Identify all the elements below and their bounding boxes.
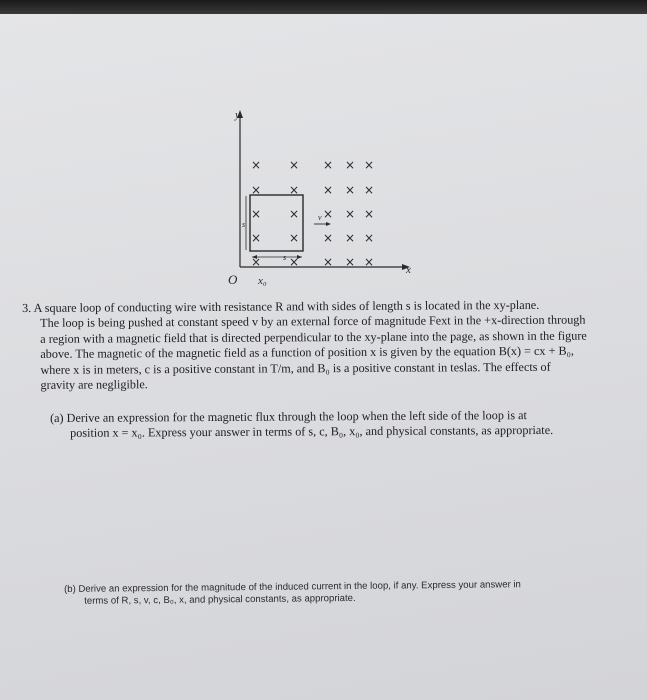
- problem-line-3: a region with a magnetic field that is directed perpendicular to the xy-plane into the page, as shown in the figure: [40, 328, 587, 346]
- field-x-marker: ×: [289, 255, 300, 269]
- field-x-marker: ×: [345, 255, 356, 269]
- x-axis-label: x: [406, 264, 411, 276]
- field-x-marker: ×: [251, 255, 262, 269]
- x0-label: x₀: [258, 275, 267, 287]
- problem-number: 3.: [22, 300, 32, 315]
- side-label-s-left: s: [242, 220, 246, 229]
- field-x-marker: ×: [345, 158, 356, 172]
- field-x-marker: ×: [364, 183, 375, 197]
- side-label-s-bottom: s: [283, 253, 287, 262]
- field-x-marker: ×: [323, 158, 334, 172]
- field-x-marker: ×: [251, 158, 262, 172]
- field-x-marker: ×: [364, 158, 375, 172]
- field-x-marker: ×: [345, 207, 356, 221]
- magnetic-field-figure: [0, 14, 647, 304]
- field-x-marker: ×: [345, 183, 356, 197]
- field-x-marker: ×: [345, 231, 356, 245]
- field-x-marker: ×: [251, 207, 262, 221]
- field-x-marker: ×: [289, 158, 300, 172]
- part-a-line-1: (a) Derive an expression for the magnetic flux through the loop when the left side of the loop is at: [50, 408, 527, 425]
- field-x-marker: ×: [251, 183, 262, 197]
- field-x-marker: ×: [289, 207, 300, 221]
- field-x-marker: ×: [289, 183, 300, 197]
- field-x-marker: ×: [323, 207, 334, 221]
- part-a: [50, 408, 620, 442]
- problem-line-4: above. The magnetic of the magnetic field as a function of position x is given by the equation B(x) = cx + B₀,: [40, 343, 574, 362]
- field-x-marker: ×: [364, 255, 375, 269]
- problem-line-6: gravity are negligible.: [40, 377, 148, 392]
- field-x-marker: ×: [364, 231, 375, 245]
- field-x-marker: ×: [289, 231, 300, 245]
- field-x-marker: ×: [323, 183, 334, 197]
- field-x-marker: ×: [323, 231, 334, 245]
- problem-line-1: 3. A square loop of conducting wire with resistance R and with sides of length s is located in the xy-plane.: [22, 297, 540, 315]
- problem-statement: [22, 297, 633, 393]
- field-x-marker: ×: [364, 207, 375, 221]
- part-a-line-2: position x = x₀. Express your answer in terms of s, c, B₀, x₀, and physical constants, as appropriate.: [70, 423, 554, 441]
- origin-label: O: [228, 272, 238, 287]
- field-x-marker: ×: [323, 255, 334, 269]
- problem-line-2: The loop is being pushed at constant speed v by an external force of magnitude Fext in the +x-direction through: [40, 312, 586, 331]
- part-b-line-1: (b) Derive an expression for the magnitude of the induced current in the loop, if any. Express your answer in: [64, 579, 521, 595]
- velocity-label: v: [318, 213, 322, 222]
- top-dark-bar: [0, 0, 647, 14]
- part-b-line-2: terms of R, s, v, c, B₀, x, and physical constants, as appropriate.: [84, 592, 356, 607]
- y-axis-label: y: [235, 109, 240, 121]
- field-x-marker: ×: [251, 231, 262, 245]
- field-markers: [251, 158, 374, 269]
- part-b: [64, 578, 604, 608]
- paper-page: [0, 14, 647, 700]
- problem-line-5: where x is in meters, c is a positive constant in T/m, and B₀ is a positive constant in teslas. The effects of: [40, 359, 551, 377]
